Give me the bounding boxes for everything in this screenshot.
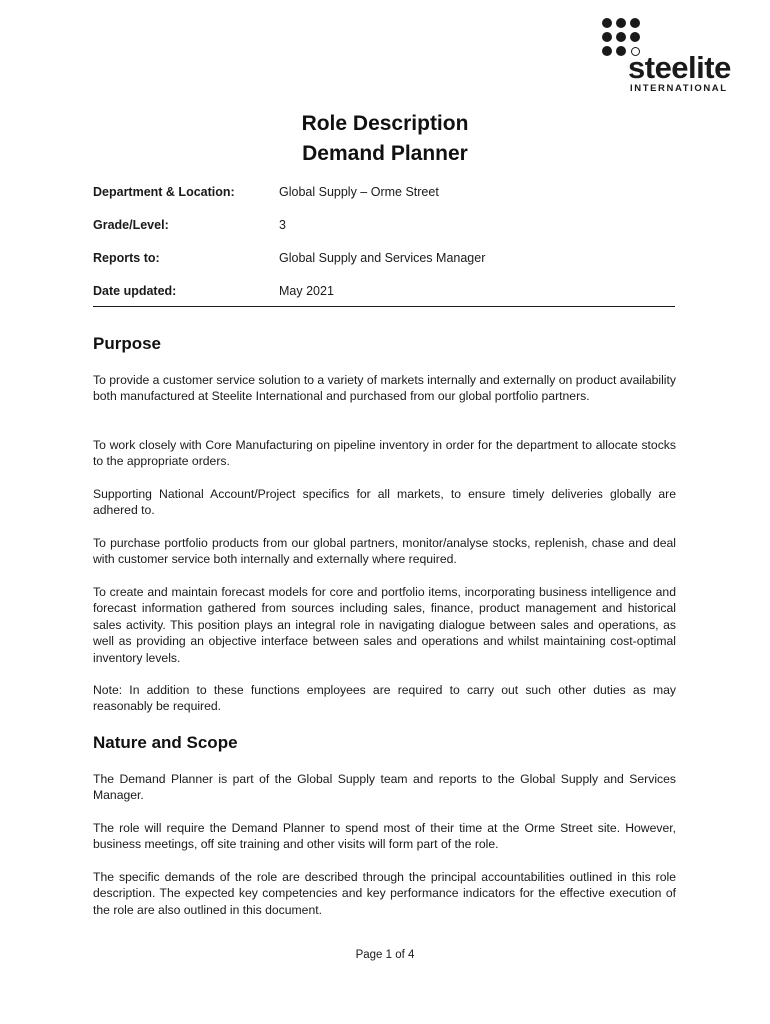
meta-value: Global Supply and Services Manager xyxy=(279,251,486,265)
role-title: Demand Planner xyxy=(302,142,468,165)
purpose-heading: Purpose xyxy=(93,334,162,353)
meta-label: Department & Location: xyxy=(93,185,235,199)
logo-sub-text: INTERNATIONAL xyxy=(630,83,728,94)
meta-value: May 2021 xyxy=(279,284,334,298)
meta-label: Date updated: xyxy=(93,284,177,298)
purpose-paragraph: To work closely with Core Manufacturing on pipeline inventory in order for the department to allocate stocks to the appropriate orders. xyxy=(93,438,676,469)
purpose-paragraph: To provide a customer service solution to a variety of markets internally and externally on product availability both manufactured at Steelite International and purchased from our global portfolio partners. xyxy=(93,373,676,404)
purpose-paragraph: To create and maintain forecast models for core and portfolio items, incorporating business intelligence and forecast information gathered from sources including sales, finance, product management and historical sales activity. This position plays an integral role in navigating dialogue between sales and operations, as well as providing an objective interface between sales and operations and whilst maintaining cost-optimal inventory levels. xyxy=(93,585,676,665)
document-title: Role Description xyxy=(301,112,469,135)
meta-value: Global Supply – Orme Street xyxy=(279,185,439,199)
meta-label: Reports to: xyxy=(93,251,160,265)
purpose-paragraph: To purchase portfolio products from our global partners, monitor/analyse stocks, replenish, chase and deal with customer service both internally and externally where required. xyxy=(93,536,676,567)
scope-heading: Nature and Scope xyxy=(93,733,238,752)
meta-label: Grade/Level: xyxy=(93,218,169,232)
header-divider xyxy=(93,306,675,307)
logo-brand-text: steelite xyxy=(628,50,731,85)
meta-value: 3 xyxy=(279,218,286,232)
scope-paragraph: The specific demands of the role are described through the principal accountabilities outlined in this role description. The expected key competencies and key performance indicators for the effective execution of the role are also outlined in this document. xyxy=(93,870,676,917)
page-number: Page 1 of 4 xyxy=(355,949,415,961)
purpose-paragraph: Supporting National Account/Project specifics for all markets, to ensure timely deliveries globally are adhered to. xyxy=(93,487,676,518)
steelite-logo xyxy=(598,16,748,96)
purpose-note: Note: In addition to these functions employees are required to carry out such other duties as may reasonably be required. xyxy=(93,683,676,714)
scope-paragraph: The Demand Planner is part of the Global Supply team and reports to the Global Supply and Services Manager. xyxy=(93,772,676,803)
scope-paragraph: The role will require the Demand Planner to spend most of their time at the Orme Street site. However, business meetings, off site training and other visits will form part of the role. xyxy=(93,821,676,852)
